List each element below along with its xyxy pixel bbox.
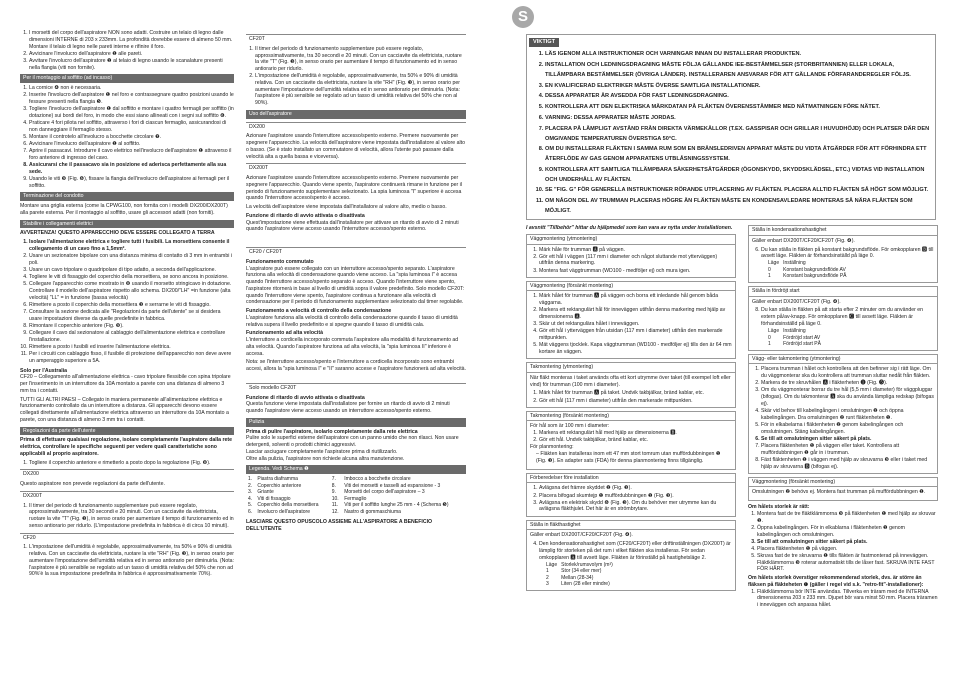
section-heading: Solo modello CF20T — [246, 383, 466, 393]
table-cell: Piastra diaframma — [257, 476, 298, 483]
subheading: Funzione di ritardo di avvio attivata o disattivata — [246, 212, 365, 219]
list-item: 1. Placera trumman i hålet och kontrollera att den befinner sig i rätt läge. Om du väggmonterar ska du kontrollera att trumman sluttar nedåt från fläkten. — [761, 366, 934, 380]
list-item: 3. Togliere l'involucro dell'aspiratore ❶ dal soffitto e montare i quattro fermagli per soffitto (in dotazione) sui bordi del foro, in modo che essi siano allineati con i segni sul soffitto ❻. — [29, 106, 234, 120]
ceiling-steps — [20, 85, 234, 189]
list-item: 5. Skruva fast de tre skruvarna ❶ tills fläkten är fastmonterad på inneväggen. Fläktklämmorna ❾ roterar automatiskt tills de låser fast. SKRUVA INTE FAST FÖR HÅRT. — [757, 553, 938, 573]
paragraph: Gäller enbart DX200T/CF20/CF20T (Fig. ❹). — [530, 532, 633, 539]
important-box — [526, 34, 936, 220]
table-row — [246, 502, 466, 509]
table-cell: 8. — [331, 482, 336, 489]
list-item: 3. Om du väggmonterar borrar du tre hål (5,5 mm i diameter) för väggpluggar (bifogas). Om du takmonterar 🅰 ska du använda lämpliga redskap (bifogas ej). — [761, 387, 934, 407]
list-item: 10. Rimettere a posto i fusibili ed inserire l'alimentazione elettrica. — [29, 344, 234, 351]
list-item: 1. Avlägsna det främre skyddet ❷ (Fig. ❸). — [539, 485, 732, 492]
section-heading: Vägg- eller takmontering (ytmontering) — [749, 355, 937, 365]
table-row — [544, 581, 615, 588]
list-item: 8. Fäst fläktenheten ❶ i väggen med hjälp av skruvarna ❾ eller i taket med hjälp av skruvarna 🅱 (bifogas ej). — [761, 457, 934, 471]
paragraph: Questo aspiratore non prevede regolazioni da parte dell'utente. — [20, 481, 165, 488]
wall-mount-box — [526, 234, 736, 278]
list-item: 7. Placera fläktenheten ❶ på väggen eller taket. Kontrollera att muffördubbningen ❶ går in i trumman. — [761, 443, 934, 457]
section-heading: Väggmontering (ytmontering) — [527, 235, 735, 245]
table-cell: Coperchio anteriore — [257, 482, 302, 489]
list-item: 6. Du kan ställa in fläkten på konstant bakgrundsflöde. För omkopplaren 🅱 till avsett läge. Fläkten är förhandsinställd på läge 0. — [761, 247, 934, 261]
list-item: 2. Öppna kabelingången. För in elkablarna i fläktenheten ❶ genom kabelingången och omslutningen. — [757, 525, 938, 539]
list-item: 1. Togliere il coperchio anteriore e rimetterlo a posto dopo la regolazione (Fig. ❽). — [29, 460, 234, 467]
delay-table — [766, 328, 823, 348]
table-cell: Involucro dell'aspiratore — [257, 508, 310, 515]
list-item: 4. Gör ett hål i ytterväggen från utsidan (117 mm i diameter) utifrån den markerade mittpunkten. — [539, 328, 732, 342]
list-item: 1. L'impostazione dell'umidità è regolabile, approssimativamente, tra 50% e 90% di umidità relativa. Con un cacciavite da elettricista, ruotare la vite "RH" (Fig. ❸), in senso orario per aumentare l'impostazione dell'umidità relativa ed in senso antiorario per diminuirla. (Nota: l'aspiratore è più sensibile se regolato ad un tasso di umidità relativa del 50% che non ad 90%'è la sua impostazione predefinita in fabbrica è approssimativamente 70%). — [29, 544, 234, 578]
important-item: 1. LÄS IGENOM ALLA INSTRUKTIONER OCH VARNINGAR INNAN DU INSTALLERAR PRODUKTEN. — [545, 50, 931, 60]
list-item: 1. Märk hålet för trumman 🅰 på väggen och borra ett inledande hål genom båda väggarna. — [539, 293, 732, 307]
section-heading: CF20T — [246, 34, 466, 44]
table-cell: Stor (34 eller mer) — [561, 568, 602, 575]
list-item: 2. Usare un sezionatore bipolare con una distanza minima di contatto di 3 mm in entrambi i poli. — [29, 253, 234, 267]
legend-table — [246, 476, 466, 515]
fan-speed-box — [526, 520, 736, 591]
table-cell: 3. — [248, 489, 253, 496]
paragraph: CF20 – Collegamento all'alimentazione elettrica - cavo tripolare flessibile con spina tripolare per l'inserimento in un interruttore da 10A montato a parete con una distanza di almeno 3 mm tra i contatti. — [20, 374, 231, 394]
column-italian-1 — [20, 30, 234, 578]
list-item: 1. Märk hålet för trumman 🅰 på taket. Undvik takbjälkar, bränd kablar, etc. — [539, 390, 732, 397]
list-item: 7. Consultare la sezione dedicata alle "Regolazioni da parte dell'utente" se si desidera usare impostazioni diverse da quelle predefinite in fabbrica. — [29, 309, 234, 323]
table-cell: Inställning — [783, 260, 806, 267]
table-cell: Läge — [768, 328, 780, 335]
list-item: 8. Rimontare il coperchio anteriore (Fig. ❾). — [29, 323, 234, 330]
important-item: 9. KONTROLLERA ATT SAMTLIGA TILLÄMPBARA SÄKERHETSÅTGÄRDER (ÖGONSKYDD, SKYDDSKLÄDSEL, ETC.) VIDTAS VID INSTALLATION OCH UNDERHÅLL AV FLÄKTEN. — [545, 166, 931, 186]
important-item: 4. DESSA APPARATER ÄR AVSEDDA FÖR FAST LEDNINGSDRAGNING. — [545, 92, 931, 102]
table-cell: 0 — [768, 334, 771, 341]
list-item: 8. Du kan ställa in fläkten på att starta efter 2 minuter om du använder en extern på/av-knapp. För omkopplaren 🅲 till avsett läge. Fläkten är förhandsinställd på läge 0. — [761, 307, 934, 327]
section-heading: Regolazioni da parte dell'utente — [20, 427, 234, 436]
list-item: 11. Per i circuiti con cablaggio fisso, il fusibile di protezione dell'apparecchio non deve avere un amperaggio superiore a 5A. — [29, 351, 234, 365]
australia-heading: Solo per l'Australia — [20, 367, 68, 374]
table-cell: 7. — [331, 476, 336, 483]
table-cell: 1 — [768, 273, 771, 280]
section-heading: Väggmontering (försänkt montering) — [527, 282, 735, 292]
table-cell: Konstant bakgrundsflöde AV — [783, 266, 846, 273]
paragraph: Oltre alla pulizia, l'aspiratore non richiede alcuna altra manutenzione. — [246, 455, 405, 462]
important-item: 6. VARNING: DESSA APPARATER MÅSTE JORDAS. — [545, 114, 931, 124]
table-cell: 5. — [248, 502, 253, 509]
section-heading: Ställa in fläkthastighet — [527, 521, 735, 531]
cond-table — [766, 260, 849, 280]
condensation-box — [748, 225, 938, 283]
prep-box — [526, 473, 736, 517]
ceiling-flush-box — [526, 411, 736, 470]
table-cell: Coperchio della morsettiera — [257, 502, 319, 509]
section-heading: Uso dell'aspiratore — [246, 110, 466, 119]
list-item: 1. Montera fast de tre fläktklämmorna ❾ på fläktenheten ❶ med hjälp av skruvar ❶. — [757, 511, 938, 525]
important-item: 2. INSTALLATION OCH LEDNINGSDRAGNING MÅSTE FÖLJA GÄLLANDE IEE-BESTÄMMELSER (STORBRITANNIEN) ELLER LOKALA, TILLÄMPBARA BESTÄMMELSER (ÖVRIGA LÄNDER). INSTALLERAREN ANSVARAR FÖR ATT GÄLLANDE FÖRFARANDEREGLER FÖLJS. — [545, 61, 931, 81]
paragraph: L'interruttore a cordicella incorporato commuta l'aspiratore alla modalità di funzionamento ad alta velocità. Quando l'aspiratore funziona ad alta velocità, la "spia luminosa II" inferiore è accesa. — [246, 337, 459, 357]
list-item: 2. Avvicinare l'involucro dell'aspiratore ❶ alle pareti. — [29, 51, 234, 58]
table-cell: Fermaglio — [344, 495, 367, 502]
list-item: 1. Märk håle för trumman 🅰 på väggen. — [539, 247, 732, 254]
section-heading: DX200T — [20, 491, 234, 501]
section-heading: CF20 — [20, 533, 234, 543]
paragraph: Gäller enbart DX200T/CF20/CF20T (Fig. ❹). — [752, 237, 855, 244]
table-cell: 10. — [331, 495, 339, 502]
section-heading: DX200 — [20, 469, 234, 479]
list-item: 3. Se till att omslutningen sitter säkert på plats. — [757, 539, 938, 546]
paragraph: – Fläkten kan installeras inom ett 47 mm stort tomrum utan muffördubbningen ❶ (Fig. ❸). En adapter sats (FDA) för denna planmontering finns tillgänglig. — [536, 451, 721, 464]
paragraph: Quest'impostazione viene effettuata dall'installatore per attivare un ritardo di avvio di 2 minuti quando l'aspiratore viene acceso usando l'interruttore accesso/spento esterno. — [246, 219, 459, 233]
paragraph: Lasciar asciugare completamente l'aspiratore prima di riutilizzarlo. — [246, 448, 398, 455]
subheading: Funzionamento a velocità di controllo della condensazione — [246, 308, 392, 315]
paragraph: L'aspiratore funziona alla velocità di controllo della condensazione quando il tasso di umidità relativa supera il livello predefinito e si spegne quando il tasso di umidità cala. — [246, 314, 458, 328]
table-cell: 3 — [546, 581, 549, 588]
paragraph: La velocità dell'aspiratore viene impostata dall'installatore al valore alto, medio o basso. — [246, 204, 447, 211]
list-item: 2. Gör ett hål. Undvik takbjälkar, bränd kablar, etc. — [539, 437, 732, 444]
table-cell: 12. — [331, 508, 339, 515]
list-item: 3. Avvitare l'involucro dell'aspiratore ❶ al telaio di legno usando le scanalature presenti nella flangia (viti non fornite). — [29, 58, 234, 72]
column-italian-2 — [246, 34, 466, 535]
table-cell: 1 — [546, 568, 549, 575]
paragraph: L'aspiratore può essere collegato con un interruttore accesso/spento separato. L'aspiratore funziona alla velocità di condensazione quando viene acceso. La "spia luminosa I" è accesa quando l'interruttore accesso/spento separato è acceso. Quando l'interruttore viene spento, l'aspiratore ritornerà in base al livello di umidità sopra il valore predefinito. Solo modello CF20T: quando l'interruttore viene spento, l'aspiratore continua a funzionare alla velocità di condensazione per il periodo di funzionamento supplementare selezionato dal timer regolabile. — [246, 265, 465, 306]
table-cell: 6. — [248, 508, 253, 515]
section-heading: Stabilire i collegamenti elettrici — [20, 220, 234, 229]
list-item: 1. Markera ett rektangulärt hål med hjälp av dimensionerna 🅱. — [539, 430, 732, 437]
paragraph: För planmontering: — [530, 444, 574, 451]
table-cell: 11. — [331, 502, 339, 509]
table-cell: Fördröjd start AV — [783, 334, 821, 341]
list-item: 3. Usare un cavo tripolare o quadripolare di tipo adatto, a seconda dell'applicazione. — [29, 267, 234, 274]
section-heading: Per il montaggio al soffitto (ad incasso) — [20, 74, 234, 83]
table-row — [246, 509, 466, 516]
list-item: 2. Placera bifogad skumtejp ❶ muffördubbningen ❶ (Fig. ❸). — [539, 493, 732, 500]
warning-text: AVVERTENZA! QUESTO APPARECCHIO DEVE ESSERE COLLEGATO A TERRA — [20, 230, 215, 237]
table-cell: 2 — [546, 574, 549, 581]
list-item: 5. Collegare l'apparecchio come mostrato in ❽ usando il morsetto stringicavo in dotazione. Controllare il modello dell'aspiratore rispetto allo schema. DX200/"LH" =in funzione (alta velocità) "LL" = in funzione (bassa velocità) — [29, 281, 234, 301]
list-item: 6. Avvicinare l'involucro dell'aspiratore ❶ al soffitto. — [29, 141, 234, 148]
electrical-steps — [20, 239, 234, 364]
list-item: 5. För in elkabelarna i fläktenheten ❷ genom kabelingången och omslutningen. Stäng kabelingången. — [761, 422, 934, 436]
list-item: 5. Mät väggens tjocklek. Kapa väggtrumman (WD100 - medföljer ej) tills den är 64 mm kortare än väggen. — [539, 342, 732, 356]
list-item: 2. Markera de tre skruvhålen 🅰 i fläkterheten ❶ (Fig. ❺). — [761, 380, 934, 387]
ceiling-mount-box — [526, 362, 736, 408]
important-title: VIKTIGT — [529, 38, 559, 47]
section-heading: Ställa in kondensationshastighet — [749, 226, 937, 236]
list-item: 2. Inserire l'involucro dell'aspiratore ❶ nel foro e contrassegnare quattro posizioni usando le fessure presenti nella flangia ❺. — [29, 92, 234, 106]
table-cell: 2. — [248, 482, 253, 489]
list-item: 2. Gör ett hål (117 mm i diameter) utifrån den markerade mittpunkten. — [539, 398, 732, 405]
list-item: 1. La cornice ❹ non è necessaria. — [29, 85, 234, 92]
list-item: 1. Fläktklämmorna bör INTE användas. Tillverka en träram med de INTERNA dimensionerna 203 x 233 mm. Djupet bör vara minst 50 mm. Placera träramen i inneväggen och anpassa hålet. — [757, 589, 938, 609]
table-cell: Storlek/rumsvolym (m³) — [561, 561, 613, 568]
section-heading: Takmontering (försänkt montering) — [527, 412, 735, 422]
table-cell: Imbocco a bocchette circolare — [344, 476, 411, 483]
list-item: 1. Il timer del periodo di funzionamento supplementare può essere regolato, approssimativamente, tra 30 secondi e 20 minuti. Con un cacciavite da elettricista, ruotare la vite "T" (Fig. ❸), in senso orario per aumentare il tempo di funzionamento ed in senso antiorario per ridurlo. — [255, 46, 466, 73]
accessories-note: I avsnitt "Tillbehör" hittar du hjälpmedel som kan vara av nytta under installationen. — [526, 225, 733, 231]
list-item: 1. Isolare l'alimentazione elettrica e togliere tutti i fusibili. La morsettiera consente il collegamento di un cavo fino a 1,5mm². — [29, 239, 234, 253]
section-heading: Legenda. Vedi Schema ❶ — [246, 465, 466, 474]
section-heading: Takmontering (ytmontering) — [527, 363, 735, 373]
subheading: Funzionamento commutato — [246, 258, 314, 265]
paragraph: Azionare l'aspiratore usando l'interruttore accesso/spento esterno. Premere nuovamente per spegnere l'apparecchio. Quando viene spento, l'aspiratore continuerà rimane in funzione per il periodo di funzionamento supplementare selezionato. La spia luminosa "I" superiore è accesa quando l'interruttore acceso/spento è acceso. — [246, 175, 462, 202]
subheading: Om hålets storlek är rätt: — [748, 504, 810, 511]
table-cell: Morsetti del corpo dell'aspiratore – 3 — [344, 489, 425, 496]
delay-start-box — [748, 286, 938, 351]
important-item: 5. KONTROLLERA ATT DEN ELEKTRISKA MÄRKDATAN PÅ FLÄKTEN ÖVERENSSTÄMMER MED NÄTMATNINGEN FÖRE NÄTET. — [545, 103, 931, 113]
section-heading: Ställa in fördröjt start — [749, 287, 937, 297]
flush-mount-box — [748, 477, 938, 502]
table-cell: Nastro di gommaschiuma — [344, 508, 401, 515]
subheading: Om hålets storlek överstiger rekommenderad storlek, dvs. är större än fläksen på fläkteheten ❶ (gäller i regel vid s.k. "retro-fit"-installationer): — [748, 575, 924, 588]
table-cell: Läge — [546, 561, 558, 568]
section-heading: Terminazione del condotto — [20, 192, 234, 201]
list-item: 6. Se till att omslutningen sitter säkert på plats. — [761, 436, 934, 443]
list-item: 4. Togliere le viti di fissaggio del coperchio della morsettiera, se sono ancora in posizione. — [29, 274, 234, 281]
table-row — [766, 273, 849, 280]
paragraph: Gäller enbart DX200T/CF20T (Fig. ❹). — [752, 298, 841, 305]
subheading: Funzione di ritardo di avvio attivata o disattivata — [246, 394, 365, 401]
list-item: 1. Il timer del periodo di funzionamento supplementare può essere regolato, approssimativamente, tra 30 secondi e 20 minuti. Con un cacciavite da elettricista, ruotare la vite "T" (Fig. ❸), in senso orario per aumentare il tempo di funzionamento ed in senso antiorario per ridurlo. (L'impostazione predefinita in fabbrica è di circa 10 minuti). — [29, 503, 234, 530]
column-swedish-1 — [526, 225, 736, 594]
list-item: 4. Praticare 4 fori pilota nel soffitto, attraverso i fori di ciascun fermaglio, assicurandosi di non danneggiare il fermaglio stesso. — [29, 120, 234, 134]
list-item: 2. Gör ett hål i väggen (117 mm i diameter och något sluttande mot ytterväggen) utifrån denna markering. — [539, 254, 732, 268]
table-cell: Inställning — [783, 328, 806, 335]
list-item: 4. Skär vid behov till kabelingången i omslutningen ❷ och öppna kabelingången. Dra omslutningen ❷ runt fläktenheten ❶. — [761, 408, 934, 422]
section-heading: DX200 — [246, 122, 466, 132]
table-cell: 1 — [768, 341, 771, 348]
important-item: 8. OM DU INSTALLERAR FLÄKTEN I SAMMA RUM SOM EN BRÄNSLEDRIVEN APPARAT MÅSTE DU VIDTA ÅTGÄRDER FÖR ATT FÖRHINDRA ETT ÅTERFLÖDE AV GAS GENOM APPARATENS UTBLÅSNINGSSYSTEM. — [545, 145, 931, 165]
paragraph: Nota: se l'interruttore accesso/spento e l'interruttore a cordicella incorporato sono entrambi accesi, allora la "spia luminosa I" e "II" saranno accese e l'aspiratore funzionerà ad alta velocità. — [246, 359, 466, 373]
paragraph: När fläkt monteras i taket används ofta ett kort utrymme över taket (till exempel loft eller vind) för trumman (100 mm i diameter). — [530, 374, 731, 388]
section-heading: CF20 / CF20T — [246, 247, 466, 257]
table-cell: 0 — [768, 266, 771, 273]
keep-notice: LASCIARE QUESTO OPUSCOLO ASSIEME ALL'ASPIRATORE A BENEFICIO DELL'UTENTE — [246, 519, 433, 532]
section-heading: Väggmontering (försänkt montering) — [749, 478, 937, 488]
important-list — [527, 47, 935, 217]
table-row — [766, 341, 823, 348]
list-item: 4. Placera fläktenheten ❶ på väggen. — [757, 546, 938, 553]
paragraph: Pulire solo le superfici esterne dell'aspiratore con un panno umido che non rilasci. Non usare detergenti, solventi o prodotti chimici aggressivi. — [246, 435, 459, 449]
language-badge: S — [512, 6, 534, 28]
table-cell: Läge — [768, 260, 780, 267]
paragraph: Questa funzione viene impostata dall'installatore per fornire un ritardo di avvio di 2 minuti quando l'aspiratore viene acceso usando un interruttore accesso/spento esterno. — [246, 401, 450, 415]
list-item: 3. Avlägsna en elektrisk skydd ❻ (Fig. ❸). Om du behöver mer utrymme kan du avlägsna fläkthjulet. Det här är en strömbrytare. — [539, 500, 732, 514]
list-item: 8. Assicurarsi che il passacavo sia in posizione ed aderisca perfettamente alla sua sede. — [29, 162, 234, 176]
section-heading: DX200T — [246, 163, 466, 173]
paragraph: Omslutningen ❷ behövs ej. Montera fast trumman på muffördubbningen ❶. — [752, 489, 926, 496]
list-item: 9. Usando le viti ❾ (Fig. ❻), fissare la flangia dell'involucro dell'aspiratore ai fermagli per il soffitto. — [29, 176, 234, 190]
list-item: 1. I morsetti del corpo dell'aspiratore NON sono adatti. Costruire un telaio di legno dalle dimensioni INTERNE di 203 x 233mm. La profondità dovrebbe essere di almeno 50 mm. Montare il telaio di legno nelle pareti interne e rifinire il foro. — [29, 30, 234, 50]
list-item: 5. Montare il controtelo all'involucro a bocchette circolare ❼. — [29, 134, 234, 141]
wall-flush-box — [526, 281, 736, 359]
section-heading: Pulizia — [246, 418, 466, 427]
list-item: 3. Montera fast väggtrumman (WD100 - medföljer ej) och mura igen. — [539, 268, 732, 275]
table-cell: 4. — [248, 495, 253, 502]
table-cell: 1. — [248, 476, 253, 483]
section-heading: Förberedelser före installation — [527, 474, 735, 484]
bullet-text: Fläkten kan installeras inom ett 47 mm stort tomrum utan muffördubbningen ❶ (Fig. ❸). En adapter sats (FDA) för denna planmontering finns tillgänglig. — [536, 451, 721, 464]
important-item: 11. OM NÅGON DEL AV TRUMMAN PLACERAS HÖGRE ÄN FLÄKTEN MÅSTE EN KONDENSAVLEDARE MONTERAS SÅ NÄRA FLÄKTEN SOM MÖJLIGT. — [545, 197, 931, 217]
important-item: 10. SE "FIG. G" FÖR GENERELLA INSTRUKTIONER RÖRANDE UTPLACERING AV FLÄKTEN. PLACERA ALLTID FLÄKTEN SÅ HÖGT SOM MÖJLIGT. — [545, 186, 931, 196]
column-swedish-2 — [748, 225, 938, 609]
paragraph: För hål som är 100 mm i diameter: — [530, 423, 610, 430]
paragraph: Prima di pulire l'aspiratore, isolarlo completamente dalla rete elettrica — [246, 428, 418, 435]
list-item: 3. Skär ut det rektangulära hålet i inneväggen. — [539, 321, 732, 328]
table-cell: Viti dei morsetti e tasselli ad espansione - 3 — [344, 482, 441, 489]
paragraph: Prima di effettuare qualsiasi regolazione, isolare completamente l'aspiratore dalla rete elettrica, controllare le specifiche seguenti per vedere quali caratteristiche sono applicabili al proprio aspiratore. — [20, 437, 232, 457]
table-cell: Mellan (28-34) — [561, 574, 594, 581]
table-cell: 9. — [331, 489, 336, 496]
list-item: 4. Den kondensationshastighet som (CF20/CF20T) eller driftinställningen (DX200T) är lämplig för storleken på det rum i vilket fläkten ska installeras. För sedan omkopplaren 🅰 till avsett läge. Fläkten är förinställd på hastighetsläge 2. — [539, 541, 732, 561]
list-item: 2. Markera ett rektangulärt hål för inneväggen utifrån denna markering med hjälp av dimensionerna 🅰. — [539, 307, 732, 321]
paragraph: TUTTI GLI ALTRI PAESI – Collegato in maniera permanente all'alimentazione elettrica e funzionamento controllato da un interruttore a distanza. Gli apparecchi devono essere collegati direttamente all'alimentazione elettrica attraverso un interruttore da 10A montato a parete, con una distanza di almeno 3 mm tra i contatti. — [20, 396, 229, 423]
table-cell: Viti per il soffitto lunghe 25 mm - 4 (Schema ❺) — [344, 502, 449, 509]
table-cell: Liten (28 eller mindre) — [561, 581, 610, 588]
subheading: Funzionamento ad alta velocità — [246, 330, 323, 337]
paragraph: Azionare l'aspiratore usando l'interruttore accesso/spento esterno. Premere nuovamente per spegnere l'apparecchio. La velocità dell'aspiratore viene impostata dall'installatore al valore alto o basso. (Se è stato installato un commutatore di velocità, allora l'utente può passare dalla velocità alta a quella bassa e viceversa). — [246, 133, 465, 160]
table-cell: Konstant bakgrundsflöde PÅ — [783, 273, 847, 280]
paragraph: Montare una griglia esterna (come la CPWG100, non fornita con i modelli DX200/DX200T) alla parete esterna. Per il montaggio al soffitto, usare gli accessori adatti (non forniti). — [20, 203, 228, 216]
list-item: 2. L'impostazione dell'umidità è regolabile, approssimativamente, tra 50% e 90% di umidità relativa. Con un cacciavite da elettricista, ruotare la vite "RH" (Fig. ❸), in senso orario per aumentare l'impostazione dell'umidità relativa ed in senso antiorario per diminuirla. (Nota: l'aspiratore è più sensibile se regolato ad un tasso di umidità relativa del 50% che non al 90%). — [255, 73, 466, 107]
list-item: 7. Aprire il passacavi. Introdurre il cavo elettrico nell'involucro dell'aspiratore ❶ attraverso il foro anteriore di ingresso del cavo. — [29, 148, 234, 162]
list-item: 6. Rimettere a posto il coperchio della morsettiera ❸ e serrarne le viti di fissaggio. — [29, 302, 234, 309]
intro-list — [20, 30, 234, 71]
important-item: 3. EN KVALIFICERAD ELEKTRIKER MÅSTE ÖVERSE SAMTLIGA INSTALLATIONER. — [545, 82, 931, 92]
table-cell: Fördröjd start PÅ — [783, 341, 821, 348]
surface-mount-box — [748, 354, 938, 474]
important-item: 7. PLACERA PÅ LÄMPLIGT AVSTÅND FRÅN DIREKTA VÄRMEKÄLLOR (T.EX. GASSPISAR OCH GRILLAR I HUVUDHÖJD) OCH PLATSER DÄR DEN OMGIVANDE TEMPERATUREN ÖVERSTIGA 50°C. — [545, 125, 931, 145]
list-item: 9. Collegare il cavo dal sezionatore al cablaggio dell'alimentazione elettrica e controllare l'installazione. — [29, 330, 234, 344]
table-cell: Griante — [257, 489, 274, 496]
speed-table — [544, 562, 615, 588]
table-cell: Viti di fissaggio — [257, 495, 291, 502]
